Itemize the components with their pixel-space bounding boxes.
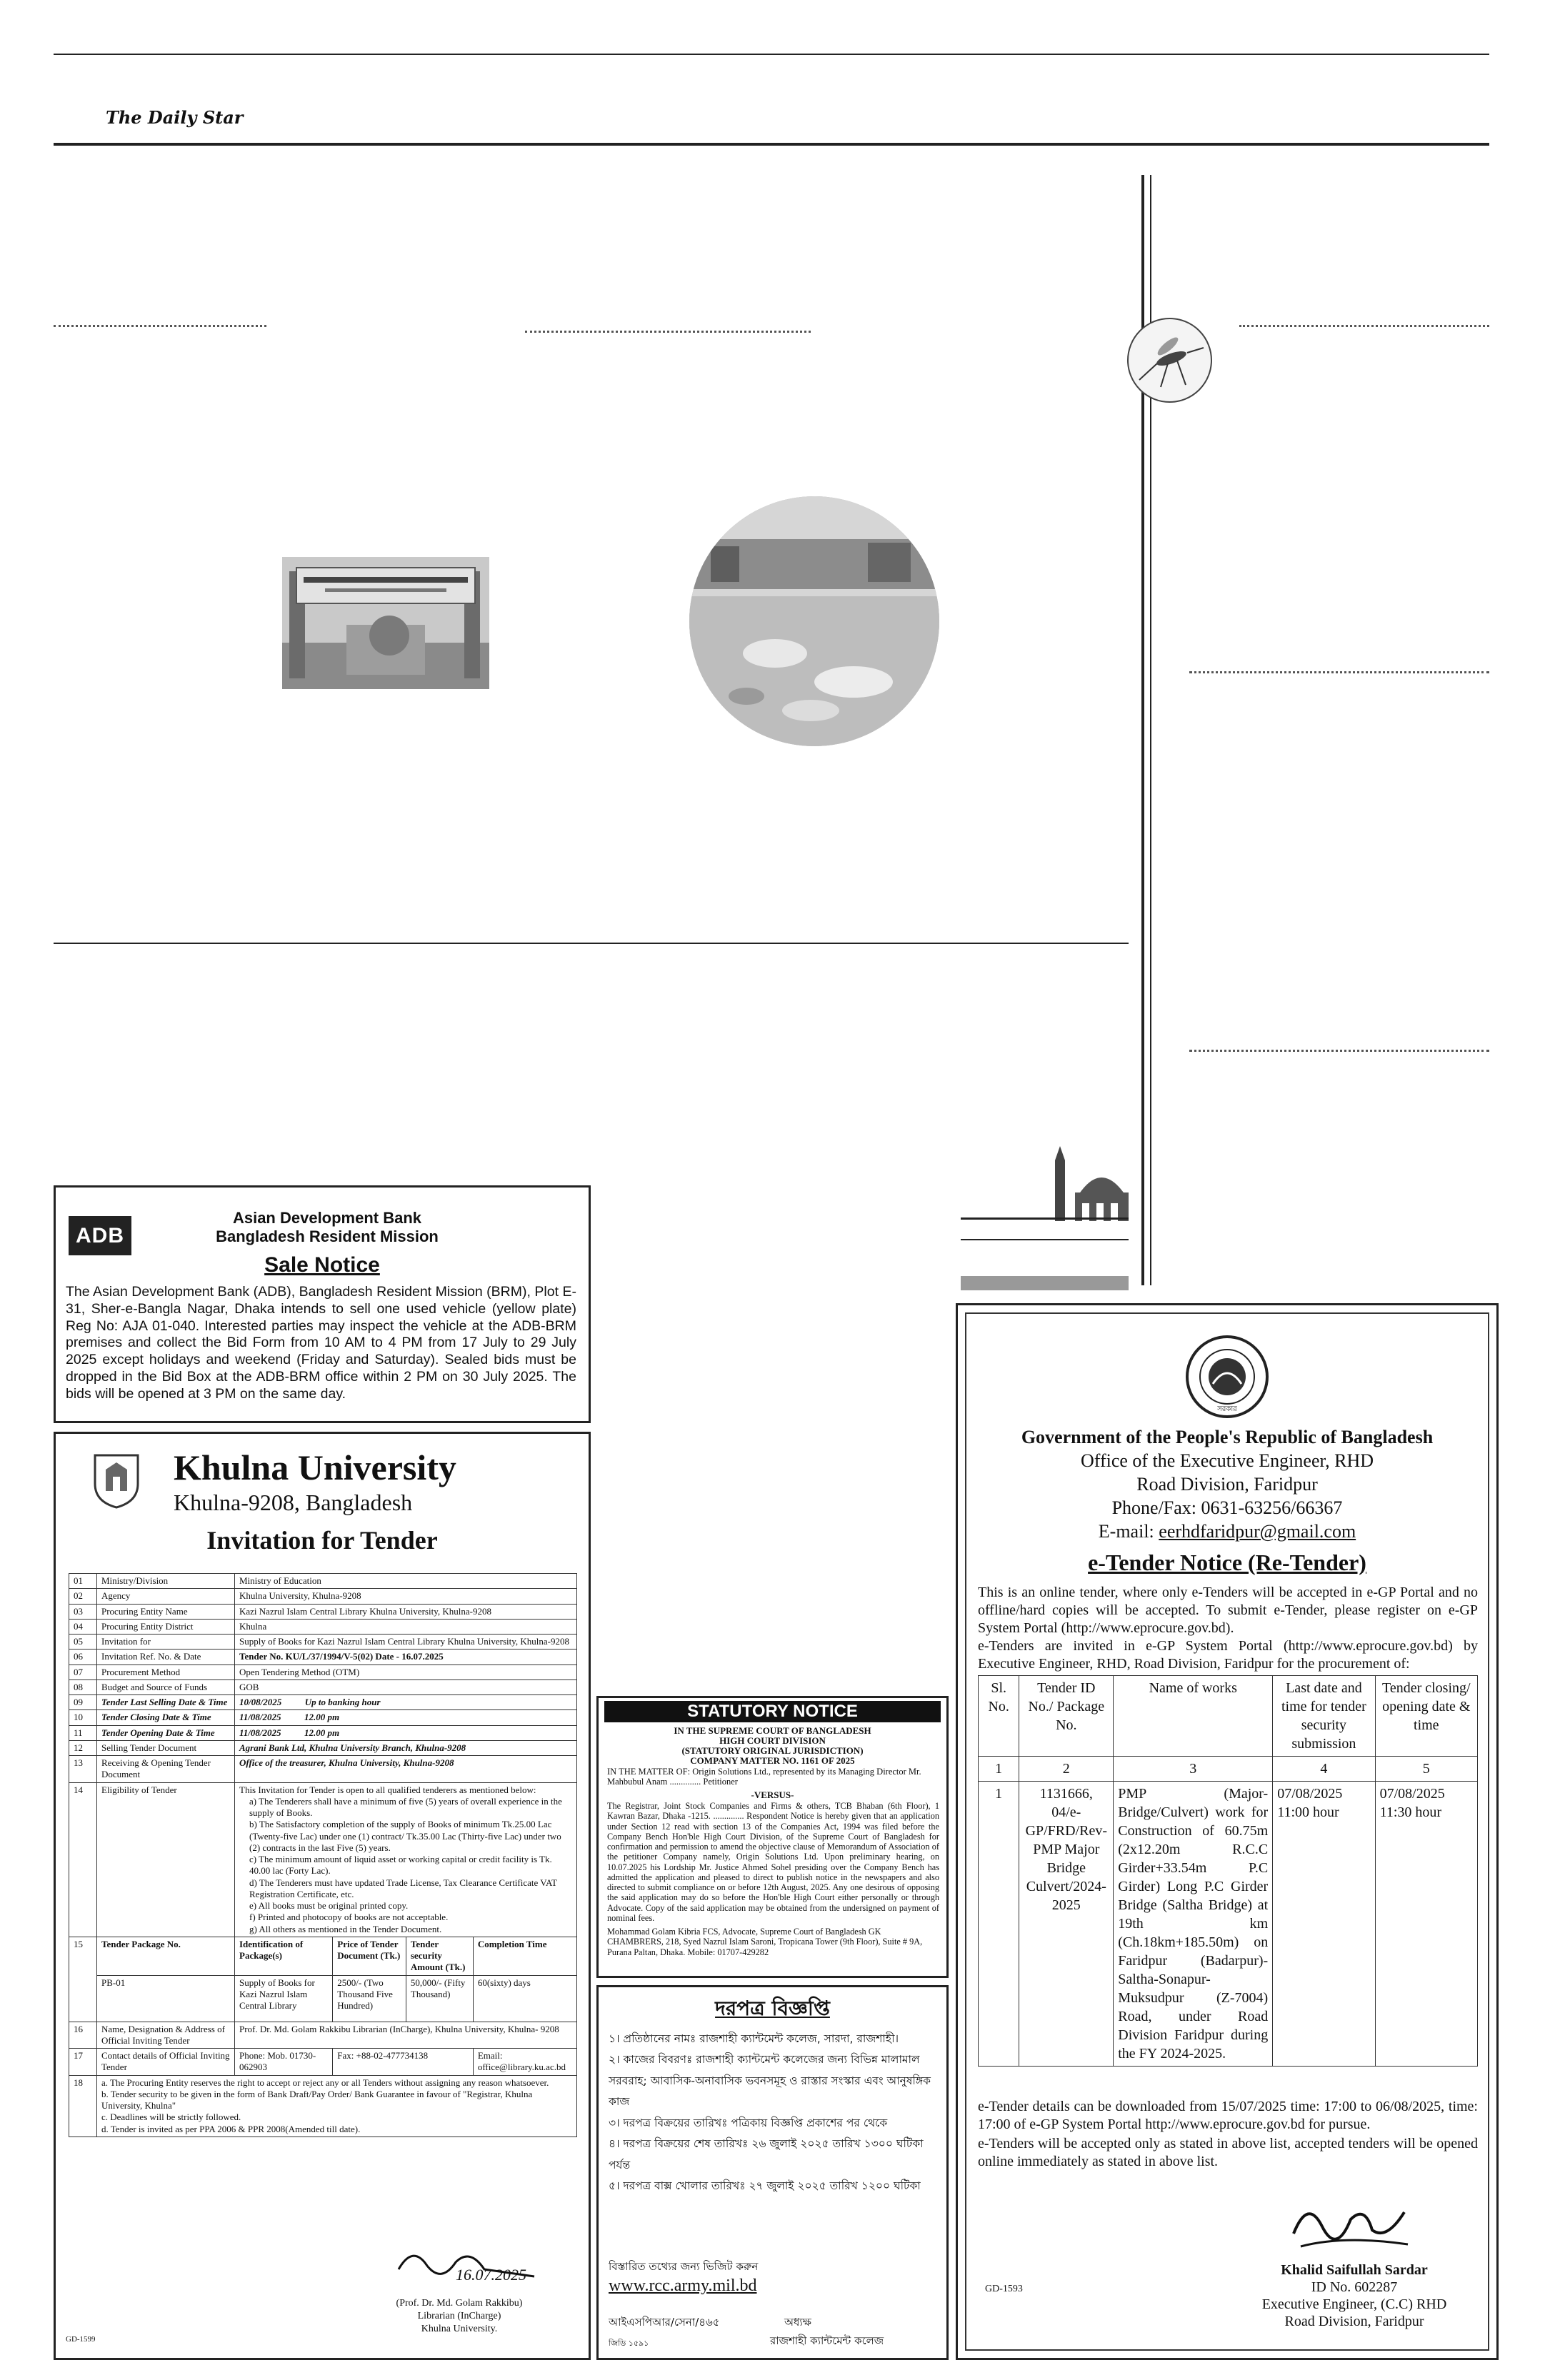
notes-row — [69, 2075, 577, 2137]
row-label: Receiving & Opening Tender Document — [97, 1756, 235, 1783]
rhd-col-sl: Sl. No. — [979, 1676, 1019, 1757]
khulna-signer: (Prof. Dr. Md. Golam Rakkibu) — [396, 2298, 523, 2309]
rhd-signer-title: Executive Engineer, (C.C) RHD — [1261, 2296, 1447, 2312]
package-cell: 2500/- (Two Thousand Five Hundred) — [333, 1975, 406, 2022]
row-value: Kazi Nazrul Islam Central Library Khulna University, Khulna-9208 — [235, 1604, 577, 1619]
table-row — [69, 1635, 577, 1650]
package-cell: 60(sixty) days — [473, 1975, 576, 2022]
university-name: Khulna University — [174, 1447, 456, 1487]
adb-notice-title: Sale Notice — [264, 1253, 380, 1277]
rhd-col-works: Name of works — [1114, 1676, 1273, 1757]
row-number: 15 — [69, 1937, 97, 2022]
row-value: Agrani Bank Ltd, Khulna University Branch, Khulna-9208 — [235, 1740, 577, 1755]
rhd-number-row — [979, 1757, 1478, 1782]
court-division: HIGH COURT DIVISION — [719, 1735, 826, 1746]
eligibility-intro: This Invitation for Tender is open to all qualified tenderers as mentioned below: — [239, 1784, 536, 1795]
row-label: Procuring Entity District — [97, 1619, 235, 1634]
road-photo — [689, 496, 939, 746]
section-divider — [1189, 671, 1489, 673]
rhd-office: Office of the Executive Engineer, RHD — [1081, 1450, 1374, 1471]
row-label: Procuring Entity Name — [97, 1604, 235, 1619]
rhd-notice-title: e-Tender Notice (Re-Tender) — [1088, 1550, 1366, 1575]
court-jurisdiction: (STATUTORY ORIGINAL JURISDICTION) — [681, 1745, 864, 1756]
row-number: 02 — [69, 1589, 97, 1604]
package-header: Tender Package No. — [97, 1937, 235, 1975]
rhd-signer-name: Khalid Saifullah Sardar — [1281, 2262, 1428, 2278]
khulna-sign-date: 16.07.2025 — [456, 2266, 526, 2284]
package-cell: Supply of Books for Kazi Nazrul Islam Central Library — [235, 1975, 333, 2022]
rhd-signer-id: ID No. 602287 — [1311, 2279, 1398, 2295]
adb-sale-notice — [54, 1185, 591, 1423]
masthead-rule — [54, 143, 1489, 146]
row-number: 13 — [69, 1756, 97, 1783]
rhd-closing-cell: 07/08/2025 11:30 hour — [1375, 1782, 1477, 2067]
bangla-items — [609, 2029, 939, 2197]
rhd-works-cell: PMP (Major-Bridge/Culvert) work for Construction of 60.75m (2x12.20m R.C.C Girder+33.54m P.C Girder) Long P.C Girder Bridge (Saltha Bridge) at 19th km (Ch.18km+185.50m) on Faridpur (Badarpur)-Saltha-Sonapur-Muksudpur (Z-7004) Road, under Road Division Faridpur during the FY 2024-2025. — [1114, 1782, 1273, 2067]
notes-cell — [97, 2075, 577, 2137]
note-item: a. The Procuring Entity reserves the right to accept or reject any or all Tenders without assigning any reason whatsoever. — [101, 2077, 549, 2088]
row-label: Tender Last Selling Date & Time — [97, 1695, 235, 1710]
section-divider — [1189, 1050, 1489, 1052]
rhd-num-cell: 4 — [1273, 1757, 1375, 1782]
rhd-footer-1: e-Tender details can be downloaded from 15/07/2025 time: 17:00 to 06/08/2025, time: 17:00 of e-GP System Portal http://www.eprocure.gov.bd for pursue. — [978, 2099, 1478, 2132]
university-address: Khulna-9208, Bangladesh — [174, 1490, 413, 1515]
row-label: Invitation for — [97, 1635, 235, 1650]
rhd-intro-1: This is an online tender, where only e-Tenders will be accepted in e-GP Portal and no offline/hard copies will be accepted. To submit e-Tender, please register on e-GP System Portal (http://www.eprocure.gov.bd). — [978, 1585, 1478, 1636]
bangla-website-link[interactable]: www.rcc.army.mil.bd — [609, 2276, 757, 2295]
table-row — [69, 1679, 577, 1694]
row-label: Tender Opening Date & Time — [97, 1725, 235, 1740]
section-rule — [961, 1217, 1129, 1220]
row-value: Supply of Books for Kazi Nazrul Islam Central Library Khulna University, Khulna-9208 — [235, 1635, 577, 1650]
bangla-visit-text: বিস্তারিত তথ্যের জন্য ভিজিট করুন — [609, 2260, 759, 2273]
bangla-college: রাজশাহী ক্যান্টমেন্ট কলেজ — [770, 2334, 884, 2347]
package-header: Completion Time — [473, 1937, 576, 1975]
row-label: Selling Tender Document — [97, 1740, 235, 1755]
bangla-item: ১। প্রতিষ্ঠানের নামঃ রাজশাহী ক্যান্টমেন্ট কলেজ, সারদা, রাজশাহী। — [609, 2032, 899, 2045]
row-label: Budget and Source of Funds — [97, 1679, 235, 1694]
row-value: Prof. Dr. Md. Golam Rakkibu Librarian (InCharge), Khulna University, Khulna- 9208 — [235, 2022, 577, 2049]
package-header-row — [69, 1937, 577, 1975]
table-row — [69, 1619, 577, 1634]
rhd-col-closing: Tender closing/ opening date & time — [1375, 1676, 1477, 1757]
section-rule — [54, 943, 1129, 944]
tender-info-table — [69, 1573, 577, 2137]
row-number: 01 — [69, 1574, 97, 1589]
row-value: Khulna — [235, 1619, 577, 1634]
rhd-table-row — [979, 1782, 1478, 2067]
row-number: 10 — [69, 1710, 97, 1725]
rhd-col-tender-id: Tender ID No./ Package No. — [1019, 1676, 1114, 1757]
contact-fax: Fax: +88-02-477734138 — [333, 2049, 474, 2076]
rhd-phone: Phone/Fax: 0631-63256/66367 — [1111, 1497, 1343, 1518]
row-label: Ministry/Division — [97, 1574, 235, 1589]
grey-bar — [961, 1276, 1129, 1290]
court-name: IN THE SUPREME COURT OF BANGLADESH — [674, 1725, 871, 1736]
adb-logo: ADB — [69, 1216, 131, 1255]
row-value: Khulna University, Khulna-9208 — [235, 1589, 577, 1604]
row-number: 07 — [69, 1665, 97, 1679]
table-row — [69, 1695, 577, 1710]
rhd-tender-table — [978, 1675, 1478, 2067]
row-number: 17 — [69, 2049, 97, 2076]
rhd-num-cell: 5 — [1375, 1757, 1477, 1782]
rhd-email-line — [958, 1521, 1496, 1542]
adb-org-name: Asian Development Bank — [232, 1209, 422, 1227]
note-item: c. Deadlines will be strictly followed. — [101, 2112, 241, 2123]
row-number: 16 — [69, 2022, 97, 2049]
table-row — [69, 1710, 577, 1725]
rhd-etender-notice — [956, 1303, 1499, 2360]
government-seal-icon — [1184, 1334, 1270, 1420]
contact-email[interactable]: Email: office@library.ku.ac.bd — [473, 2049, 576, 2076]
table-row — [69, 1665, 577, 1679]
rhd-intro-2: e-Tenders are invited in e-GP System Portal (http://www.eprocure.gov.bd) by Executive Engineer, RHD, Road Division, Faridpur for the procurement of: — [978, 1638, 1478, 1672]
row-label: Eligibility of Tender — [97, 1782, 235, 1937]
seal-lettering: সরকার — [1217, 1405, 1237, 1413]
bangla-title: দরপত্র বিজ্ঞপ্তি — [715, 1997, 830, 2020]
official-row — [69, 2022, 577, 2049]
bangla-principal: অধ্যক্ষ — [784, 2316, 811, 2329]
rhd-num-cell: 2 — [1019, 1757, 1114, 1782]
section-rule — [961, 1239, 1129, 1240]
rhd-government: Government of the People's Republic of Bangladesh — [1021, 1427, 1434, 1447]
tender-title: Invitation for Tender — [206, 1526, 438, 1555]
rhd-table-header — [979, 1676, 1478, 1757]
rhd-num-cell: 3 — [1114, 1757, 1273, 1782]
bangla-tender-notice — [596, 1985, 949, 2360]
row-value: 11/08/2025 12.00 pm — [235, 1710, 577, 1725]
package-header: Tender security Amount (Tk.) — [406, 1937, 473, 1975]
contact-phone: Phone: Mob. 01730-062903 — [235, 2049, 333, 2076]
statutory-notice — [596, 1696, 949, 1978]
row-number: 06 — [69, 1650, 97, 1665]
row-value: 10/08/2025 Up to banking hour — [235, 1695, 577, 1710]
mosque-illustration — [1046, 1146, 1132, 1221]
rhd-sl-cell: 1 — [979, 1782, 1019, 2067]
package-cell: 50,000/- (Fifty Thousand) — [406, 1975, 473, 2022]
section-divider — [525, 331, 811, 333]
masthead-logo: The Daily Star — [106, 107, 244, 128]
row-label: Tender Closing Date & Time — [97, 1710, 235, 1725]
rhd-signer-division: Road Division, Faridpur — [1284, 2314, 1424, 2329]
eligibility-item: a) The Tenderers shall have a minimum of five (5) years of overall experience in the supply of Books. — [249, 1795, 562, 1818]
rhd-division: Road Division, Faridpur — [1136, 1474, 1318, 1495]
eligibility-cell — [235, 1782, 577, 1937]
row-number: 14 — [69, 1782, 97, 1937]
row-label: Invitation Ref. No. & Date — [97, 1650, 235, 1665]
rhd-gd-code: GD-1593 — [985, 2284, 1023, 2294]
contact-row — [69, 2049, 577, 2076]
table-row — [69, 1574, 577, 1589]
section-divider — [54, 325, 266, 327]
bangla-isp-code: আইএসপিআর/সেনা/৪৬৫ — [609, 2316, 720, 2329]
row-number: 04 — [69, 1619, 97, 1634]
row-number: 03 — [69, 1604, 97, 1619]
note-item: d. Tender is invited as per PPA 2006 & PPR 2008(Amended till date). — [101, 2123, 361, 2134]
row-value: Open Tendering Method (OTM) — [235, 1665, 577, 1679]
package-header: Price of Tender Document (Tk.) — [333, 1937, 406, 1975]
package-row — [69, 1975, 577, 2022]
statutory-title: STATUTORY NOTICE — [604, 1701, 941, 1722]
adb-mission-name: Bangladesh Resident Mission — [216, 1227, 439, 1245]
bangla-item: ২। কাজের বিবরণঃ রাজশাহী ক্যান্টমেন্ট কলেজের জন্য বিভিন্ন মালামাল সরবরাহ; আবাসিক-অনাবাসিক ভবনসমূহ ও রাস্তার সংস্কার এবং আনুষঙ্গিক কাজ — [609, 2053, 931, 2109]
row-value: GOB — [235, 1679, 577, 1694]
versus-label: -VERSUS- — [751, 1789, 794, 1800]
advocate-details: Mohammad Golam Kibria FCS, Advocate, Supreme Court of Bangladesh GK CHAMBRERS, 218, Syed Nazrul Islam Saroni, Tropicana Tower (9th Floor), Suite # 9A, Purana Paltan, Dhaka. Mobile: 01707-429282 — [607, 1927, 923, 1957]
row-label: Agency — [97, 1589, 235, 1604]
row-number: 09 — [69, 1695, 97, 1710]
matter-line: IN THE MATTER OF: Origin Solutions Ltd., represented by its Managing Director Mr. Mahbubul Anam .............. Petitioner — [607, 1767, 921, 1787]
row-number: 08 — [69, 1679, 97, 1694]
rhd-email-label: E-mail: — [1098, 1521, 1159, 1542]
row-label: Name, Designation & Address of Official Inviting Tender — [97, 2022, 235, 2049]
table-row — [69, 1725, 577, 1740]
table-row — [69, 1604, 577, 1619]
bangla-item: ৩। দরপত্র বিক্রয়ের তারিখঃ পত্রিকায় বিজ্ঞপ্তি প্রকাশের পর থেকে — [609, 2116, 888, 2129]
section-divider — [1239, 325, 1489, 327]
rhd-security-cell: 07/08/2025 11:00 hour — [1273, 1782, 1375, 2067]
khulna-gd-code: GD-1599 — [66, 2335, 96, 2344]
row-label: Contact details of Official Inviting Tender — [97, 2049, 235, 2076]
bangla-item: ৪। দরপত্র বিক্রয়ের শেষ তারিখঃ ২৬ জুলাই ২০২৫ তারিখ ১৩০০ ঘটিকা পর্যন্ত — [609, 2137, 924, 2171]
row-label: Procurement Method — [97, 1665, 235, 1679]
eligibility-item: g) All others as mentioned in the Tender Document. — [249, 1923, 442, 1934]
gate-photo — [282, 557, 489, 689]
row-number: 12 — [69, 1740, 97, 1755]
bangla-form-code: জিডি ১৫৯১ — [609, 2339, 649, 2348]
eligibility-item: e) All books must be original printed copy. — [249, 1900, 409, 1911]
khulna-signer-title: Librarian (InCharge) — [417, 2311, 501, 2321]
table-row — [69, 1740, 577, 1755]
rhd-num-cell: 1 — [979, 1757, 1019, 1782]
top-rule — [54, 54, 1489, 55]
row-number: 05 — [69, 1635, 97, 1650]
adb-notice-body: The Asian Development Bank (ADB), Bangladesh Resident Mission (BRM), Plot E-31, Sher-e-Bangla Nagar, Dhaka intends to sell one used vehicle (yellow plate) Reg No: AJA 01-040. Interested parties may inspect the vehicle at the ADB-BRM premises and collect the Bid Form from 10 AM to 4 PM from 17 July to 29 July 2025 except holidays and weekend (Friday and Saturday). Sealed bids must be dropped in the Bid Box at the ADB-BRM office within 2 PM on 30 July 2025. The bids will be opened at 3 PM on the same day. — [66, 1284, 576, 1402]
table-row — [69, 1756, 577, 1783]
statutory-body: The Registrar, Joint Stock Companies and Firms & others, TCB Bhaban (6th Floor), 1 Kawran Bazar, Dhaka -1215. .............. Respondent Notice is hereby given that an application under Section 12 read with section 13 of the Companies Act, 1994 was filed before the Company Bench Hon'ble High Court Division, of the Supreme Court of Bangladesh for confirmation and permission to amend the objective clause of Memorandum of Association of the petitioner Company namely, Origin Solutions Ltd. Upon preliminary hearing, on 10.07.2025 his Lordship Mr. Justice Ahmed Sohel presiding over the Company Bench has admitted the application and pleased to direct to publish notice in the newspapers and also directed to submit compliance on or before 12th August, 2025. Any one desirous of opposing the said application may do so before the Hon'ble High Court either personally or through Advocate. Copy of the said application may be obtained from the undersigned on payment of nominal fees. — [607, 1801, 939, 1923]
bangla-item: ৫। দরপত্র বাক্স খোলার তারিখঃ ২৭ জুলাই ২০২৫ তারিখ ১২০০ ঘটিকা — [609, 2179, 921, 2193]
rhd-email-link[interactable]: eerhdfaridpur@gmail.com — [1159, 1521, 1356, 1542]
eligibility-item: c) The minimum amount of liquid asset or working capital or credit facility is Tk. 40.00 lac (Forty Lac). — [249, 1854, 552, 1877]
khulna-signer-org: Khulna University. — [421, 2324, 498, 2334]
rhd-signature — [1279, 2191, 1422, 2259]
eligibility-item: d) The Tenderers must have updated Trade License, Tax Clearance Certificate VAT Registration Certificate, etc. — [249, 1877, 557, 1899]
company-matter: COMPANY MATTER NO. 1161 OF 2025 — [690, 1755, 855, 1766]
rhd-tender-id-cell: 1131666, 04/e-GP/FRD/Rev-PMP Major Bridge Culvert/2024-2025 — [1019, 1782, 1114, 2067]
row-number: 11 — [69, 1725, 97, 1740]
row-value: Ministry of Education — [235, 1574, 577, 1589]
eligibility-item: f) Printed and photocopy of books are not acceptable. — [249, 1912, 449, 1923]
row-value: 11/08/2025 12.00 pm — [235, 1725, 577, 1740]
eligibility-row — [69, 1782, 577, 1937]
rhd-col-security: Last date and time for tender security submission — [1273, 1676, 1375, 1757]
khulna-tender-notice — [54, 1432, 591, 2360]
rhd-footer-2: e-Tenders will be accepted only as stated in above list, accepted tenders will be opened online immediately as stated in above list. — [978, 2136, 1478, 2169]
row-number: 18 — [69, 2075, 97, 2137]
note-item: b. Tender security to be given in the form of Bank Draft/Pay Order/ Bank Guarantee in favour of "Registrar, Khulna University, Khulna" — [101, 2088, 533, 2111]
package-cell: PB-01 — [97, 1975, 235, 2022]
mosquito-illustration — [1127, 318, 1212, 403]
table-row — [69, 1650, 577, 1665]
package-header: Identification of Package(s) — [235, 1937, 333, 1975]
university-crest-icon — [91, 1452, 141, 1509]
row-value: Office of the treasurer, Khulna University, Khulna-9208 — [235, 1756, 577, 1783]
row-value: Tender No. KU/L/37/1994/V-5(02) Date - 16.07.2025 — [235, 1650, 577, 1665]
eligibility-item: b) The Satisfactory completion of the supply of Books of minimum Tk.25.00 Lac (Twenty-five Lac) under one (1) contract/ Tk.35.00 Lac (Thirty-five Lac) under two (2) contracts in the last Five (5) years. — [249, 1819, 561, 1853]
table-row — [69, 1589, 577, 1604]
